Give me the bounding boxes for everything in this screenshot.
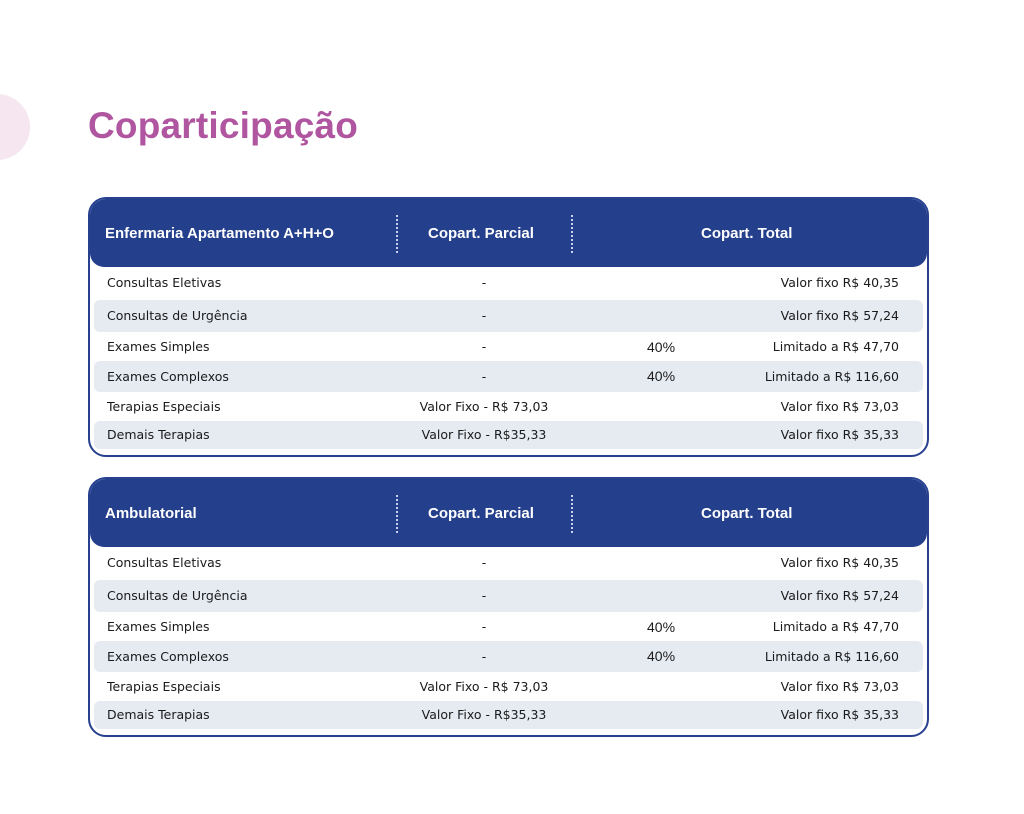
row-parcial: Valor Fixo - R$ 73,03 (419, 399, 549, 414)
table-row (94, 641, 923, 672)
row-parcial: - (481, 339, 487, 354)
row-label: Consultas de Urgência (107, 588, 248, 603)
row-parcial: - (481, 555, 487, 570)
header-divider (571, 495, 573, 533)
row-parcial: - (481, 275, 487, 290)
row-total: Valor fixo R$ 35,33 (780, 707, 899, 722)
row-parcial: - (481, 619, 487, 634)
table-row (90, 612, 927, 641)
decorative-circle (0, 94, 30, 160)
row-label: Terapias Especiais (107, 679, 221, 694)
row-label: Consultas Eletivas (107, 275, 222, 290)
table-row (90, 672, 927, 701)
table-row (94, 701, 923, 729)
row-percent: 40% (647, 368, 676, 384)
row-total: Limitado a R$ 47,70 (772, 339, 899, 354)
row-parcial: - (481, 369, 487, 384)
header-copart-parcial: Copart. Parcial (428, 505, 534, 522)
row-label: Exames Complexos (107, 649, 229, 664)
row-total: Limitado a R$ 116,60 (764, 369, 899, 384)
row-total: Limitado a R$ 47,70 (772, 619, 899, 634)
row-total: Limitado a R$ 116,60 (764, 649, 899, 664)
table-ambulatorial (88, 477, 929, 737)
row-parcial: Valor Fixo - R$35,33 (421, 707, 547, 722)
row-parcial: - (481, 588, 487, 603)
header-plan-name: Ambulatorial (105, 505, 197, 522)
page-title: Coparticipação (88, 105, 359, 146)
row-total: Valor fixo R$ 73,03 (780, 679, 899, 694)
row-parcial: - (481, 308, 487, 323)
table-row (90, 332, 927, 361)
table-row (90, 392, 927, 421)
header-divider (396, 495, 398, 533)
row-percent: 40% (647, 619, 676, 635)
table-row (90, 548, 927, 579)
row-total: Valor fixo R$ 40,35 (780, 555, 899, 570)
row-total: Valor fixo R$ 73,03 (780, 399, 899, 414)
header-copart-total: Copart. Total (701, 225, 793, 242)
table-row (94, 361, 923, 392)
row-label: Demais Terapias (107, 427, 210, 442)
row-parcial: Valor Fixo - R$35,33 (421, 427, 547, 442)
header-plan-name: Enfermaria Apartamento A+H+O (105, 225, 334, 242)
row-total: Valor fixo R$ 57,24 (780, 588, 899, 603)
table-header (90, 479, 927, 547)
table-header (90, 199, 927, 267)
table-row (94, 421, 923, 449)
row-percent: 40% (647, 648, 676, 664)
header-copart-total: Copart. Total (701, 505, 793, 522)
row-label: Exames Complexos (107, 369, 229, 384)
row-label: Exames Simples (107, 339, 210, 354)
header-divider (571, 215, 573, 253)
row-label: Consultas de Urgência (107, 308, 248, 323)
row-parcial: - (481, 649, 487, 664)
row-label: Demais Terapias (107, 707, 210, 722)
header-divider (396, 215, 398, 253)
row-label: Exames Simples (107, 619, 210, 634)
row-parcial: Valor Fixo - R$ 73,03 (419, 679, 549, 694)
row-total: Valor fixo R$ 40,35 (780, 275, 899, 290)
row-total: Valor fixo R$ 57,24 (780, 308, 899, 323)
table-row (94, 300, 923, 332)
row-total: Valor fixo R$ 35,33 (780, 427, 899, 442)
row-label: Terapias Especiais (107, 399, 221, 414)
header-copart-parcial: Copart. Parcial (428, 225, 534, 242)
row-label: Consultas Eletivas (107, 555, 222, 570)
table-row (90, 268, 927, 299)
table-row (94, 580, 923, 612)
table-enfermaria (88, 197, 929, 457)
row-percent: 40% (647, 339, 676, 355)
